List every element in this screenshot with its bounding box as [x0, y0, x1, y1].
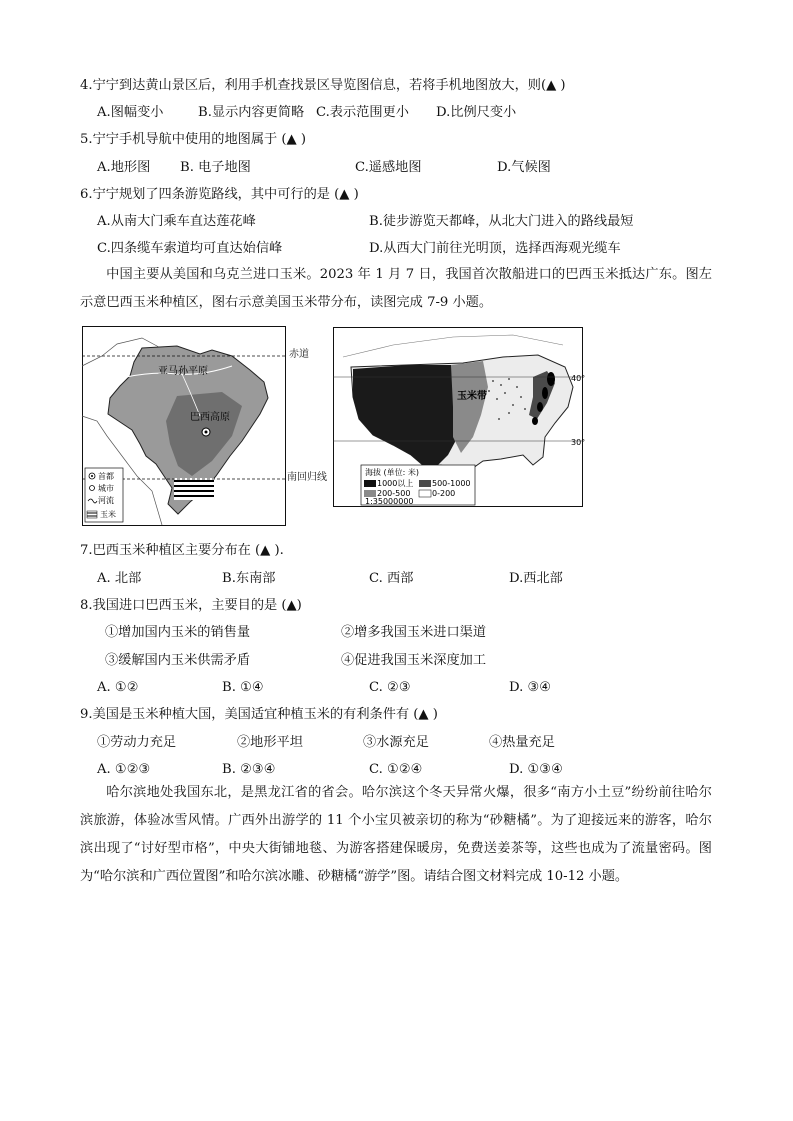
legend-capital: 首都 [98, 472, 114, 481]
q5-option-d: D.气候图 [497, 160, 551, 175]
label-corn-belt: 玉米带 [457, 391, 487, 402]
q9-item-1: ①劳动力充足 [97, 735, 177, 750]
q6-option-b: B.徒步游览天都峰，从北大门进入的路线最短 [369, 214, 634, 229]
q4-stem: 4.宁宁到达黄山景区后，利用手机查找景区导览图信息，若将手机地图放大，则(▲ ) [80, 78, 566, 93]
legend-river: 河流 [98, 496, 114, 505]
legend-elev-1000: 1000以上 [377, 479, 414, 488]
q8-item-1: ①增加国内玉米的销售量 [105, 625, 251, 640]
q6-option-c: C.四条缆车索道均可直达始信峰 [97, 241, 283, 256]
q9-option-b: B. ②③④ [222, 762, 276, 777]
map-scale: 1:35000000 [365, 497, 414, 506]
q8-option-a: A. ①② [97, 680, 139, 695]
legend-elev-0: 0-200 [432, 489, 456, 498]
legend-elev-500: 500-1000 [432, 479, 471, 488]
q8-option-c: C. ②③ [369, 680, 411, 695]
intro-paragraph-corn: 中国主要从美国和乌克兰进口玉米。2023 年 1 月 7 日，我国首次散船进口的巴西玉米抵达广东。图左示意巴西玉米种植区，图右示意美国玉米带分布，读图完成 7-9 小题。 [80, 267, 712, 310]
label-plateau: 巴西高原 [190, 412, 230, 423]
legend-corn-icon [87, 511, 97, 518]
q5-option-a: A.地形图 [97, 160, 151, 175]
q7-option-d: D.西北部 [509, 571, 563, 586]
q9-stem: 9.美国是玉米种植大国，美国适宜种植玉米的有利条件有 (▲ ) [80, 707, 438, 722]
usa-legend [361, 465, 475, 506]
q8-item-4: ④促进我国玉米深度加工 [341, 653, 487, 668]
q9-item-4: ④热量充足 [489, 735, 555, 750]
legend-corn: 玉米 [100, 510, 116, 519]
q8-option-d: D. ③④ [509, 680, 552, 695]
q9-option-a: A. ①②③ [97, 762, 151, 777]
legend-city: 城市 [98, 484, 114, 493]
intro-paragraph-harbin: 哈尔滨地处我国东北，是黑龙江省的省会。哈尔滨这个冬天异常火爆，很多“南方小土豆”纷纷前往哈尔滨旅游，体验冰雪风情。广西外出游学的 11 个小宝贝被亲切的称为“砂糖橘”。为了迎接远来的游客，哈尔滨出现了“讨好型市格”，中央大街铺地毯、为游客搭建保暖房，免费送姜茶等，这些也成为了流量密码。图为“哈尔滨和广西位置图”和哈尔滨冰雕、砂糖橘“游学”图。请结合图文材料完成 10-12 小题。 [80, 785, 712, 884]
q4-option-d: D.比例尺变小 [436, 105, 517, 120]
q6-option-d: D.从西大门前往光明顶，选择西海观光缆车 [369, 241, 621, 256]
q5-option-c: C.遥感地图 [355, 160, 422, 175]
label-tropic: 南回归线 [287, 472, 327, 483]
brazil-corn-map [82, 326, 286, 526]
q8-item-3: ③缓解国内玉米供需矛盾 [105, 653, 251, 668]
q4-option-a: A.图幅变小 [97, 105, 164, 120]
q6-option-a: A.从南大门乘车直达莲花峰 [97, 214, 256, 229]
q7-stem: 7.巴西玉米种植区主要分布在 (▲ ). [80, 543, 284, 558]
usa-corn-belt-map [333, 327, 586, 507]
q8-item-2: ②增多我国玉米进口渠道 [341, 625, 487, 640]
q9-option-c: C. ①②④ [369, 762, 423, 777]
label-lat40: 40° [571, 374, 586, 383]
q9-item-2: ②地形平坦 [237, 735, 303, 750]
q7-option-a: A. 北部 [97, 571, 142, 586]
legend-elev-200: 200-500 [377, 489, 411, 498]
q9-item-3: ③水源充足 [363, 735, 429, 750]
q5-stem: 5.宁宁手机导航中使用的地图属于 (▲ ) [80, 132, 307, 147]
q4-option-b: B.显示内容更简略 [198, 105, 305, 120]
legend-title: 海拔 (单位: 米) [365, 468, 420, 477]
label-amazon: 亚马孙平原 [158, 366, 208, 377]
q8-option-b: B. ①④ [222, 680, 264, 695]
legend-city-icon [90, 486, 95, 491]
corn-zone [174, 478, 214, 500]
label-lat30: 30° [571, 438, 586, 447]
label-equator: 赤道 [289, 349, 309, 360]
q5-option-b: B. 电子地图 [180, 160, 251, 175]
q9-option-d: D. ①③④ [509, 762, 563, 777]
q8-stem: 8.我国进口巴西玉米，主要目的是 (▲) [80, 598, 302, 613]
q4-option-c: C.表示范围更小 [316, 105, 409, 120]
q6-stem: 6.宁宁规划了四条游览路线，其中可行的是 (▲ ) [80, 187, 359, 202]
q7-option-c: C. 西部 [369, 571, 414, 586]
q7-option-b: B.东南部 [222, 571, 276, 586]
